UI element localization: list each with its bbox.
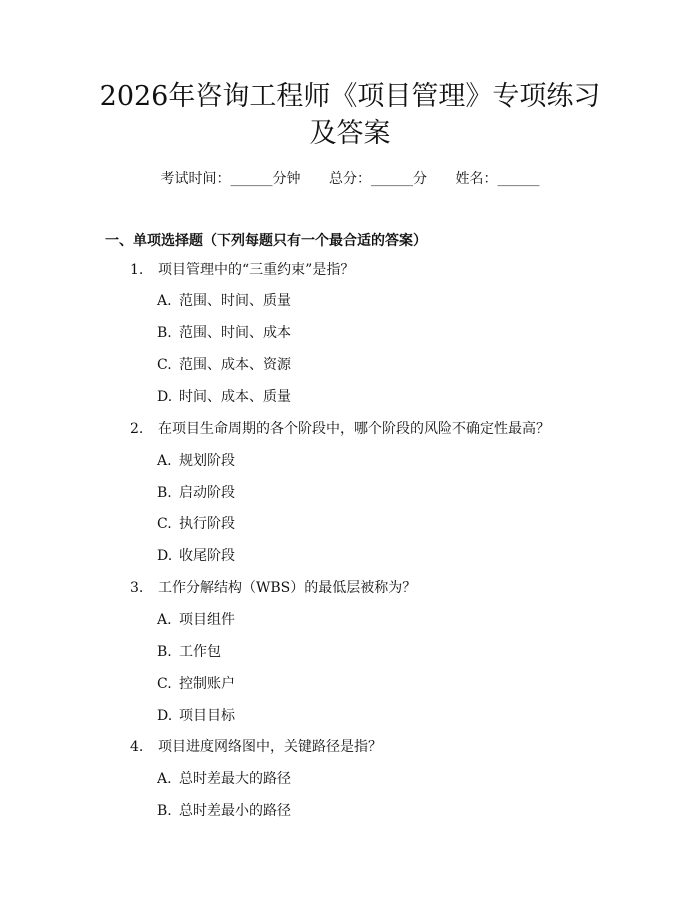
option-letter: C. — [157, 516, 172, 532]
question-4-option-a — [157, 769, 291, 789]
option-letter: D. — [157, 708, 173, 724]
option-letter: A. — [157, 771, 172, 787]
option-letter: A. — [157, 612, 172, 628]
question-1-option-c — [157, 355, 291, 375]
option-letter: C. — [157, 676, 172, 692]
option-text: 时间、成本、质量 — [179, 389, 291, 405]
question-3-option-a — [157, 610, 235, 630]
option-letter: B. — [157, 325, 172, 341]
option-text: 收尾阶段 — [179, 548, 235, 564]
question-3-option-c — [157, 674, 235, 694]
option-text: 规划阶段 — [179, 453, 235, 469]
question-3-option-b — [157, 642, 221, 662]
option-letter: A. — [157, 453, 172, 469]
section-title: 一、单项选择题（下列每题只有一个最合适的答案） — [105, 233, 427, 249]
question-1-option-b — [157, 323, 291, 343]
option-text: 启动阶段 — [179, 485, 235, 501]
total-score-field: 总分：______分 — [329, 171, 427, 187]
option-letter: D. — [157, 548, 173, 564]
option-letter: C. — [157, 357, 172, 373]
question-2-option-b — [157, 483, 235, 503]
question-4 — [130, 737, 382, 757]
question-1 — [130, 260, 354, 280]
question-3 — [130, 578, 416, 598]
option-text: 总时差最小的路径 — [179, 803, 291, 819]
question-2 — [130, 419, 550, 439]
option-text: 范围、时间、成本 — [179, 325, 291, 341]
option-text: 项目组件 — [179, 612, 235, 628]
question-1-option-d — [157, 387, 291, 407]
option-text: 控制账户 — [179, 676, 235, 692]
option-letter: A. — [157, 293, 172, 309]
question-text: 在项目生命周期的各个阶段中，哪个阶段的风险不确定性最高？ — [158, 421, 550, 437]
name-field: 姓名：______ — [455, 171, 540, 187]
question-text: 工作分解结构（WBS）的最低层被称为？ — [158, 580, 417, 596]
question-2-option-c — [157, 514, 235, 534]
option-text: 范围、成本、资源 — [179, 357, 291, 373]
exam-time-field: 考试时间：______分钟 — [160, 171, 301, 187]
option-text: 项目目标 — [179, 708, 235, 724]
option-text: 执行阶段 — [179, 516, 235, 532]
question-number: 1. — [130, 262, 144, 278]
option-letter: B. — [157, 803, 172, 819]
question-4-option-b — [157, 801, 291, 821]
exam-info — [0, 169, 700, 189]
option-letter: D. — [157, 389, 173, 405]
question-1-option-a — [157, 291, 291, 311]
option-letter: B. — [157, 644, 172, 660]
question-number: 3. — [130, 580, 144, 596]
option-text: 工作包 — [179, 644, 221, 660]
question-text: 项目进度网络图中，关键路径是指？ — [158, 739, 382, 755]
option-letter: B. — [157, 485, 172, 501]
question-2-option-d — [157, 546, 235, 566]
question-number: 4. — [130, 739, 144, 755]
document-title: 2026年咨询工程师《项目管理》专项练习及答案 — [99, 81, 601, 149]
question-2-option-a — [157, 451, 235, 471]
question-number: 2. — [130, 421, 144, 437]
option-text: 总时差最大的路径 — [179, 771, 291, 787]
option-text: 范围、时间、质量 — [179, 293, 291, 309]
question-3-option-d — [157, 706, 235, 726]
question-text: 项目管理中的“三重约束”是指？ — [158, 262, 355, 278]
